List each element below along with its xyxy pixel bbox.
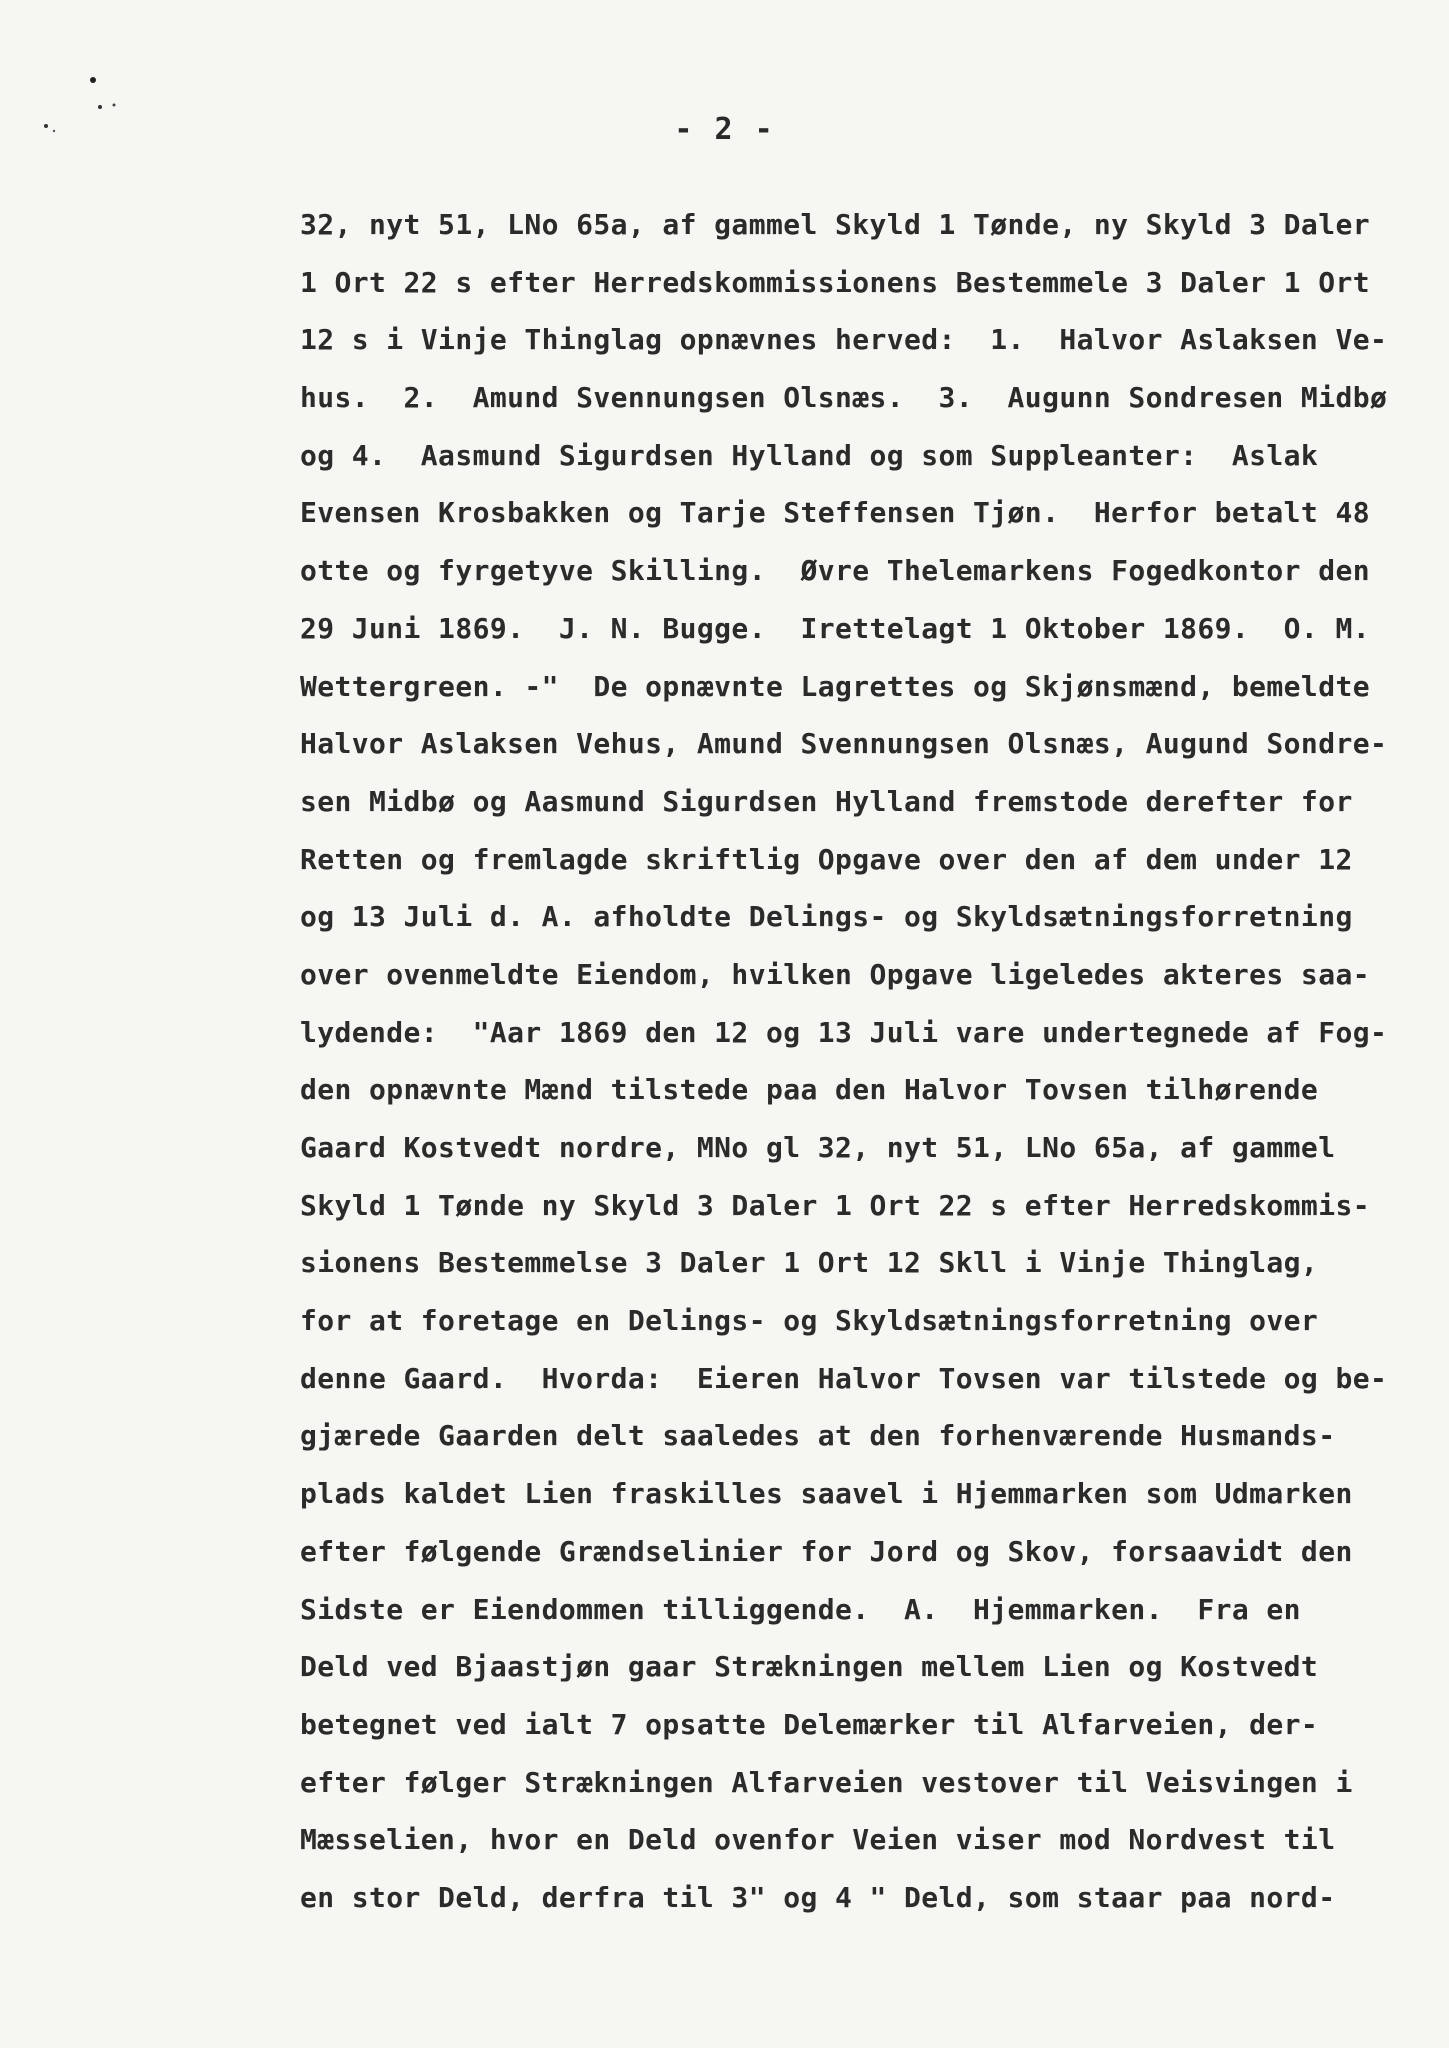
text-line: 32, nyt 51, LNo 65a, af gammel Skyld 1 Tønde, ny Skyld 3 Daler: [300, 208, 1370, 241]
text-line: otte og fyrgetyve Skilling. Øvre Thelemarkens Fogedkontor den: [300, 554, 1370, 588]
text-line: sen Midbø og Aasmund Sigurdsen Hylland fremstode derefter for: [300, 784, 1353, 818]
text-line: betegnet ved ialt 7 opsatte Delemærker til Alfarveien, der-: [300, 1707, 1319, 1741]
text-line: 1 Ort 22 s efter Herredskommissionens Bestemmele 3 Daler 1 Ort: [300, 265, 1370, 299]
text-line: Mæsselien, hvor en Deld ovenfor Veien viser mod Nordvest til: [300, 1823, 1336, 1857]
text-line: gjærede Gaarden delt saaledes at den forhenværende Husmands-: [300, 1419, 1336, 1453]
page-number: - 2 -: [674, 112, 775, 147]
text-line: 12 s i Vinje Thinglag opnævnes herved: 1. Halvor Aslaksen Ve-: [300, 323, 1388, 357]
text-line: Gaard Kostvedt nordre, MNo gl 32, nyt 51, LNo 65a, af gammel: [300, 1131, 1336, 1164]
text-line: plads kaldet Lien fraskilles saavel i Hjemmarken som Udmarken: [300, 1477, 1353, 1511]
text-line: over ovenmeldte Eiendom, hvilken Opgave ligeledes akteres saa-: [300, 957, 1370, 991]
text-line: lydende: "Aar 1869 den 12 og 13 Juli vare undertegnede af Fog-: [300, 1015, 1388, 1049]
text-line: for at foretage en Delings- og Skyldsætningsforretning over: [300, 1304, 1319, 1338]
text-line: og 13 Juli d. A. afholdte Delings- og Skyldsætningsforretning: [300, 900, 1353, 934]
text-line: sionens Bestemmelse 3 Daler 1 Ort 12 Skll i Vinje Thinglag,: [300, 1246, 1319, 1280]
text-line: Wettergreen. -" De opnævnte Lagrettes og Skjønsmænd, bemeldte: [300, 669, 1370, 703]
speck: [90, 77, 96, 83]
text-line: Evensen Krosbakken og Tarje Steffensen Tjøn. Herfor betalt 48: [300, 496, 1370, 530]
text-line: Halvor Aslaksen Vehus, Amund Svennungsen Olsnæs, Augund Sondre-: [300, 727, 1388, 761]
text-line: efter følger Strækningen Alfarveien vestover til Veisvingen i: [300, 1765, 1353, 1799]
text-line: den opnævnte Mænd tilstede paa den Halvor Tovsen tilhørende: [300, 1073, 1319, 1107]
speck: [113, 104, 116, 107]
text-line: Deld ved Bjaastjøn gaar Strækningen mellem Lien og Kostvedt: [300, 1650, 1319, 1684]
text-line: 29 Juni 1869. J. N. Bugge. Irettelagt 1 Oktober 1869. O. M.: [300, 611, 1370, 645]
text-line: Sidste er Eiendommen tilliggende. A. Hjemmarken. Fra en: [300, 1592, 1301, 1626]
body-text: [300, 196, 1420, 1927]
text-line: Retten og fremlagde skriftlig Opgave over den af dem under 12: [300, 842, 1353, 876]
text-line: denne Gaard. Hvorda: Eieren Halvor Tovsen var tilstede og be-: [300, 1361, 1388, 1395]
text-line: en stor Deld, derfra til 3" og 4 " Deld, som staar paa nord-: [300, 1880, 1336, 1914]
speck: [98, 105, 102, 109]
text-line: Skyld 1 Tønde ny Skyld 3 Daler 1 Ort 22 s efter Herredskommis-: [300, 1188, 1370, 1222]
text-line: og 4. Aasmund Sigurdsen Hylland og som Suppleanter: Aslak: [300, 438, 1319, 472]
text-line: hus. 2. Amund Svennungsen Olsnæs. 3. Augunn Sondresen Midbø: [300, 381, 1388, 415]
text-line: efter følgende Grændselinier for Jord og Skov, forsaavidt den: [300, 1534, 1353, 1568]
